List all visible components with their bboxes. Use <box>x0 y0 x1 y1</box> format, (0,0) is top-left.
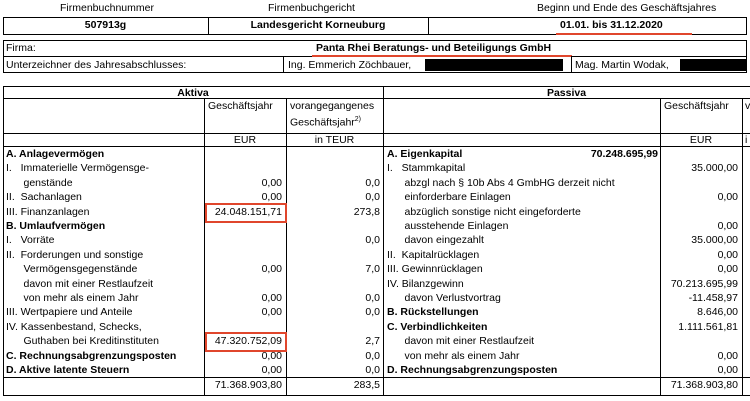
passiva-row-label: III. Gewinnrücklagen <box>387 263 483 276</box>
aktiva-row-label: III. Finanzanlagen <box>6 205 90 218</box>
passiva-row-label: davon mit einer Restlaufzeit <box>387 335 535 348</box>
passiva-row-label: C. Verbindlichkeiten <box>387 320 488 333</box>
passiva-row-current: 0,00 <box>717 248 738 261</box>
passiva-row-current: 70.213.695,99 <box>670 277 738 290</box>
passiva-total-current: 71.368.903,80 <box>670 379 738 391</box>
court-value: Landesgericht Korneuburg <box>250 19 386 31</box>
firma-name: Panta Rhei Beratungs- und Beteiligungs GmbH <box>316 42 552 54</box>
aktiva-row-label: B. Umlaufvermögen <box>6 220 106 232</box>
passiva-col-prev: v <box>745 100 750 112</box>
passiva-row-label: I. Stammkapital <box>387 162 466 175</box>
aktiva-row-label: Vermögensgegenstände <box>6 263 138 276</box>
redaction-1 <box>425 59 563 71</box>
passiva-title: Passiva <box>546 87 587 99</box>
passiva-row-current: 0,00 <box>717 263 738 276</box>
firma-label: Firma: <box>6 42 36 54</box>
aktiva-row-label: I. Vorräte <box>6 234 55 247</box>
footnote-2: 2) <box>354 116 362 123</box>
aktiva-row-prev: 273,8 <box>353 205 380 218</box>
aktiva-row-prev: 0,0 <box>365 234 380 247</box>
passiva-row-label: ausstehende Einlagen <box>387 220 509 232</box>
aktiva-unit-prev: in TEUR <box>314 134 355 146</box>
passiva-row-current: -11.458,97 <box>688 292 738 304</box>
firma-highlight <box>312 55 572 57</box>
aktiva-row-prev: 0,0 <box>365 349 380 362</box>
passiva-row-label: von mehr als einem Jahr <box>387 349 520 362</box>
passiva-row-current: 0,00 <box>717 349 738 362</box>
passiva-row-label: abzüglich sonstige nicht eingeforderte <box>387 205 581 218</box>
passiva-row-label: B. Rückstellungen <box>387 306 479 319</box>
aktiva-row-label: D. Aktive latente Steuern <box>6 364 130 376</box>
period-value: 01.01. bis 31.12.2020 <box>560 19 663 31</box>
passiva-unit-current: EUR <box>689 134 713 146</box>
redaction-2 <box>680 59 747 71</box>
aktiva-row-label: Guthaben bei Kreditinstituten <box>6 335 159 348</box>
aktiva-title: Aktiva <box>177 87 209 99</box>
aktiva-col-current: Geschäftsjahr <box>208 100 273 112</box>
passiva-row-current: 1.111.561,81 <box>678 320 738 333</box>
aktiva-total-current: 71.368.903,80 <box>214 379 282 391</box>
aktiva-row-current: 0,00 <box>261 176 282 189</box>
fbn-label: Firmenbuchnummer <box>60 2 154 14</box>
aktiva-row-current: 0,00 <box>261 306 282 319</box>
passiva-row-current: 0,00 <box>717 220 738 232</box>
period-highlight <box>556 33 692 35</box>
signer-2: Mag. Martin Wodak, <box>575 59 669 71</box>
aktiva-row-current: 0,00 <box>261 349 282 362</box>
fbn-value: 507913g <box>84 19 127 31</box>
passiva-col-current: Geschäftsjahr <box>664 100 729 112</box>
passiva-row-label: einforderbare Einlagen <box>387 191 511 204</box>
aktiva-unit-current: EUR <box>233 134 257 146</box>
aktiva-row-prev: 2,7 <box>365 335 380 348</box>
aktiva-row-label: genstände <box>6 176 73 189</box>
passiva-row-current: 0,00 <box>717 364 738 376</box>
aktiva-row-label: I. Immaterielle Vermögensge- <box>6 162 149 175</box>
passiva-row-label: abzgl nach § 10b Abs 4 GmbHG derzeit nicht <box>387 176 615 189</box>
aktiva-row-prev: 0,0 <box>365 176 380 189</box>
aktiva-row-label: A. Anlagevermögen <box>6 148 105 160</box>
court-label: Firmenbuchgericht <box>268 2 355 14</box>
aktiva-total-prev: 283,5 <box>353 379 380 391</box>
passiva-unit-prev: i <box>745 134 748 146</box>
aktiva-row-prev: 0,0 <box>365 306 380 319</box>
kassenbestand-highlight <box>205 332 287 352</box>
aktiva-col-prev-1: vorangegangenes <box>290 100 375 112</box>
aktiva-row-label: davon mit einer Restlaufzeit <box>6 277 154 290</box>
passiva-row-current: 35.000,00 <box>691 162 738 175</box>
signers-label: Unterzeichner des Jahresabschlusses: <box>6 59 187 71</box>
eigenkapital-label: A. Eigenkapital <box>387 148 463 160</box>
period-label: Beginn und Ende des Geschäftsjahres <box>537 2 717 14</box>
aktiva-row-current: 0,00 <box>261 263 282 276</box>
aktiva-row-prev: 7,0 <box>365 263 380 276</box>
passiva-row-current: 0,00 <box>717 191 738 204</box>
passiva-row-label: IV. Bilanzgewinn <box>387 277 464 290</box>
passiva-row-label: davon Verlustvortrag <box>387 292 501 304</box>
aktiva-row-label: II. Forderungen und sonstige <box>6 248 144 261</box>
aktiva-row-current: 0,00 <box>261 191 282 204</box>
passiva-row-current: 8.646,00 <box>697 306 738 319</box>
aktiva-row-current: 0,00 <box>261 292 282 304</box>
aktiva-row-label: C. Rechnungsabgrenzungsposten <box>6 349 177 362</box>
passiva-row-label: D. Rechnungsabgrenzungsposten <box>387 364 558 376</box>
passiva-row-current: 35.000,00 <box>691 234 738 247</box>
aktiva-row-label: IV. Kassenbestand, Schecks, <box>6 320 142 333</box>
aktiva-row-prev: 0,0 <box>365 292 380 304</box>
passiva-row-label: davon eingezahlt <box>387 234 484 247</box>
aktiva-row-label: II. Sachanlagen <box>6 191 82 204</box>
aktiva-row-prev: 0,0 <box>365 364 380 376</box>
aktiva-row-current: 47.320.752,09 <box>214 335 282 348</box>
eigenkapital-value: 70.248.695,99 <box>590 148 658 160</box>
finanzanlagen-highlight <box>205 203 287 223</box>
aktiva-row-prev: 0,0 <box>365 191 380 204</box>
aktiva-row-label: von mehr als einem Jahr <box>6 292 139 304</box>
signer-1: Ing. Emmerich Zöchbauer, <box>288 59 412 71</box>
aktiva-col-prev-2: Geschäftsjahr$^{2)}$ <box>290 116 362 129</box>
aktiva-row-current: 24.048.151,71 <box>214 205 282 218</box>
passiva-row-label: II. Kapitalrücklagen <box>387 248 480 261</box>
aktiva-row-label: III. Wertpapiere und Anteile <box>6 306 133 319</box>
aktiva-row-current: 0,00 <box>261 364 282 376</box>
